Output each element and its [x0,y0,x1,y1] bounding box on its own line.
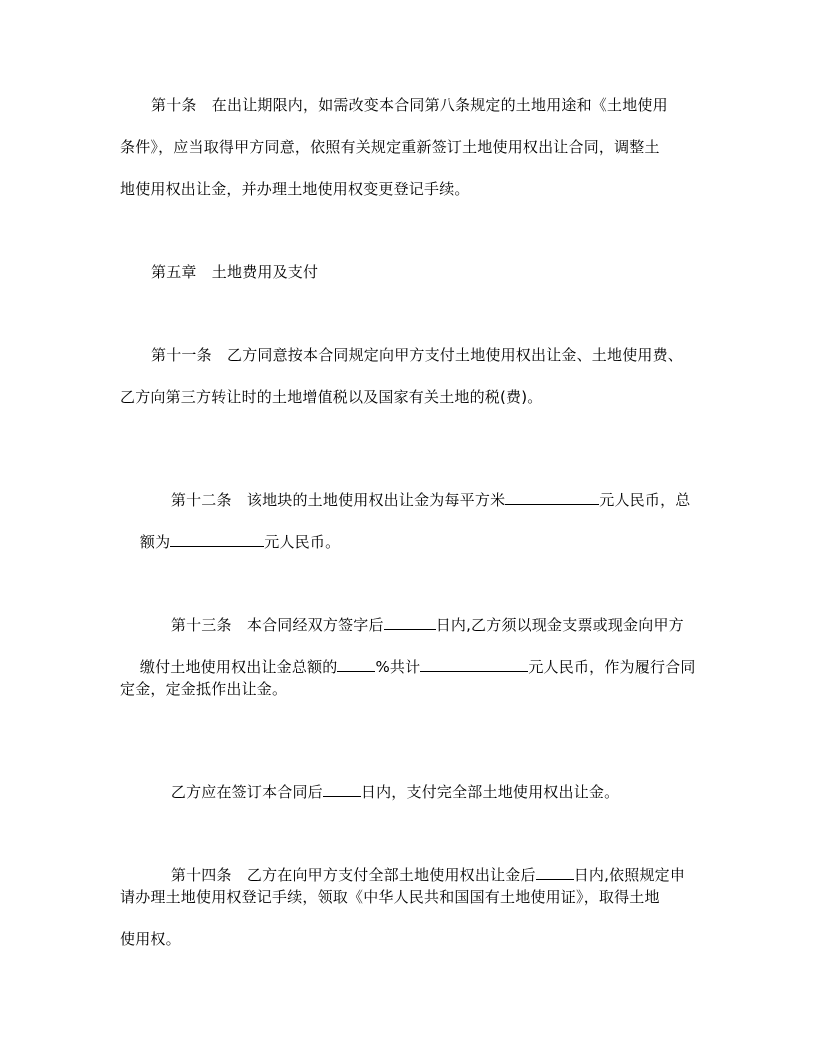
article-13-text-c: 缴付土地使用权出让金总额的 [139,658,338,676]
days-after-signing-blank[interactable] [384,615,436,630]
article-12-text-a: 第十二条 该地块的土地使用权出让金为每平方米 [170,491,506,509]
article-12-text-d: 元人民币。 [264,533,341,551]
article-11-line-2: 乙方向第三方转让时的土地增值税以及国家有关土地的税(费)。 [120,388,543,406]
article-10-line-1: 第十条 在出让期限内，如需改变本合同第八条规定的土地用途和《土地使用 [151,96,668,114]
payment-paragraph [151,762,619,822]
total-amount-blank[interactable] [170,532,264,547]
chapter-5-heading: 第五章 土地费用及支付 [151,263,319,281]
registration-days-blank[interactable] [536,865,574,880]
article-11-line-1: 第十一条 乙方同意按本合同规定向甲方支付土地使用权出让金、土地使用费、 [151,346,684,364]
article-13-text-b: 日内,乙方须以现金支票或现金向甲方 [435,616,684,634]
article-10-line-3: 地使用权出让金，并办理土地使用权变更登记手续。 [120,180,470,198]
article-13-text-d: %共计 [375,658,421,676]
article-12-text-c: 额为 [139,533,171,551]
article-13-text-e: 元人民币，作为履行合同 [528,658,696,676]
article-12-line-2 [120,512,340,572]
article-14-line-3: 使用权。 [120,930,181,948]
payment-text-b: 日内，支付完全部土地使用权出让金。 [360,783,620,801]
price-per-sqm-blank[interactable] [505,490,599,505]
article-14-text-b: 日内,依照规定申 [573,866,686,884]
article-13-text-a: 第十三条 本合同经双方签字后 [170,616,384,634]
article-14-line-2: 请办理土地使用权登记手续，领取《中华人民共和国国有土地使用证》，取得土地 [120,888,660,906]
percent-blank[interactable] [337,657,375,672]
article-12-text-b: 元人民币，总 [599,491,691,509]
deposit-amount-blank[interactable] [420,657,528,672]
payment-days-blank[interactable] [323,782,361,797]
article-13-line-3: 定金，定金抵作出让金。 [120,680,288,698]
article-14-text-a: 第十四条 乙方在向甲方支付全部土地使用权出让金后 [170,866,536,884]
article-10-line-2: 条件》，应当取得甲方同意，依照有关规定重新签订土地使用权出让合同，调整土 [120,138,660,156]
payment-text-a: 乙方应在签订本合同后 [170,783,323,801]
